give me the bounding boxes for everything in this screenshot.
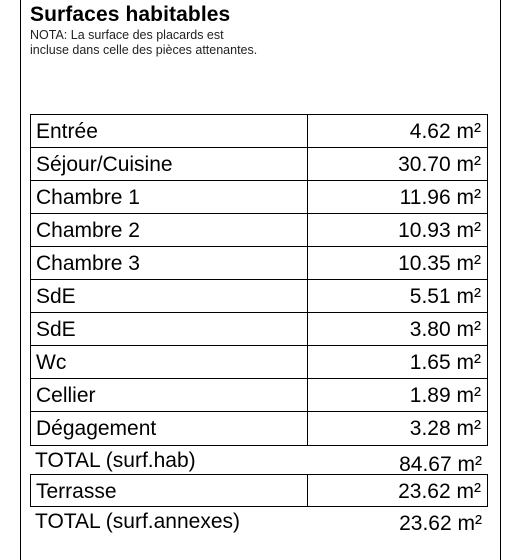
note-line-2: incluse dans celle des pièces attenantes. [30,43,258,57]
room-area: 30.70 m² [307,147,488,180]
room-name: Entrée [30,114,307,147]
room-name: Chambre 2 [30,213,307,246]
room-name: Chambre 1 [30,180,307,213]
total-hab-label: TOTAL (surf.hab) [35,449,196,472]
note-text [30,28,330,58]
annex-name: Terrasse [30,474,307,507]
total-hab-area: 84.67 m² [399,453,482,476]
room-name: Wc [30,345,307,378]
room-name: Chambre 3 [30,246,307,279]
annex-area: 23.62 m² [307,474,488,507]
room-area: 10.35 m² [307,246,488,279]
room-area: 10.93 m² [307,213,488,246]
room-area: 5.51 m² [307,279,488,312]
room-name: Séjour/Cuisine [30,147,307,180]
room-area: 1.89 m² [307,378,488,411]
room-area: 4.62 m² [307,114,488,147]
room-name: SdE [30,279,307,312]
room-area: 1.65 m² [307,345,488,378]
page-title: Surfaces habitables [30,3,231,26]
room-area: 3.28 m² [307,411,488,446]
note-line-1: NOTA: La surface des placards est [30,28,224,42]
room-area: 11.96 m² [307,180,488,213]
room-name: SdE [30,312,307,345]
total-annexes-area: 23.62 m² [399,512,482,535]
room-area: 3.80 m² [307,312,488,345]
room-name: Cellier [30,378,307,411]
room-name: Dégagement [30,411,307,446]
total-annexes-label: TOTAL (surf.annexes) [35,510,241,533]
